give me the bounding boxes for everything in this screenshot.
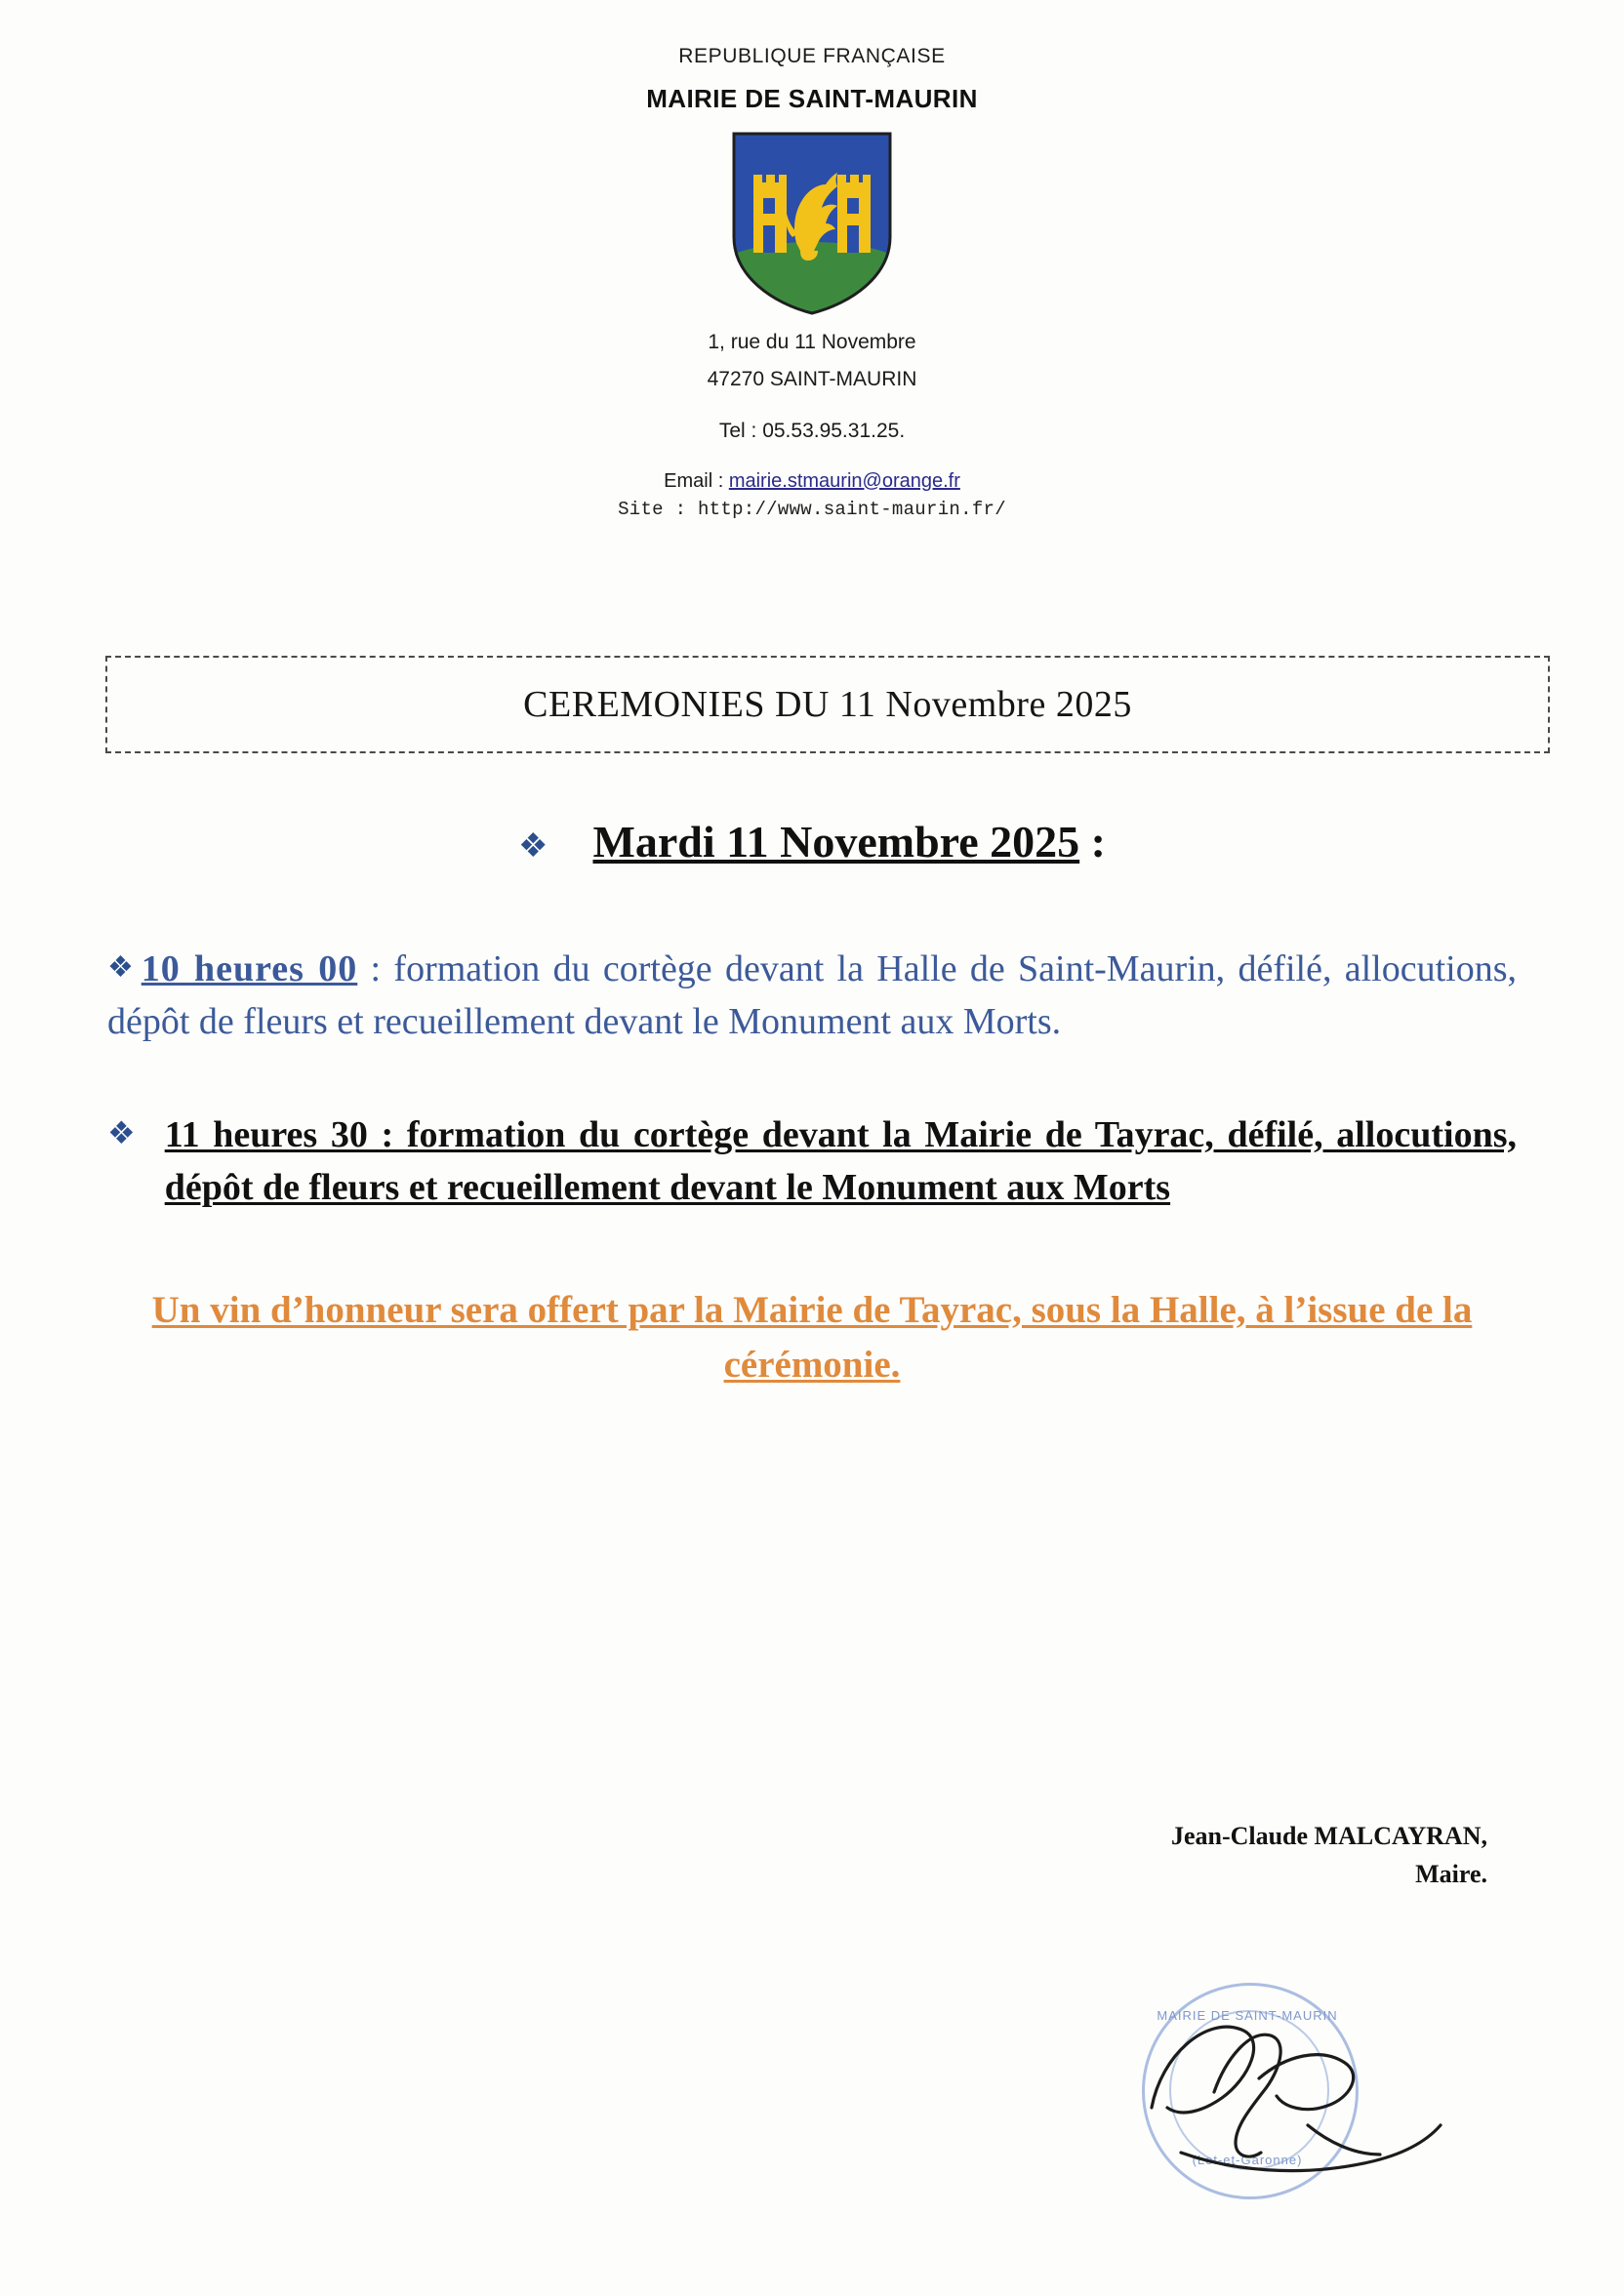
document-body bbox=[0, 781, 1624, 1393]
schedule-item-2 bbox=[107, 1109, 1517, 1215]
address-line-1: 1, rue du 11 Novembre bbox=[708, 331, 916, 353]
coat-of-arms-icon bbox=[728, 128, 896, 319]
day-heading bbox=[0, 816, 1624, 867]
telephone-line: Tel : 05.53.95.31.25. bbox=[718, 419, 906, 442]
title-box bbox=[105, 656, 1550, 753]
reception-note: Un vin d’honneur sera offert par la Mairie de Tayrac, sous la Halle, à l’issue de la cérémonie. bbox=[151, 1288, 1473, 1387]
document-title: CEREMONIES DU 11 Novembre 2025 bbox=[523, 684, 1132, 725]
stamp-bottom-text: (Lot-et-Garonne) bbox=[1192, 2153, 1303, 2167]
day-heading-date: Mardi 11 Novembre 2025 bbox=[592, 817, 1080, 866]
republic-label: REPUBLIQUE FRANÇAISE bbox=[678, 45, 946, 67]
handwritten-signature-icon bbox=[1113, 1961, 1483, 2254]
letterhead bbox=[0, 0, 1624, 520]
schedule-item-1-time: 10 heures 00 bbox=[141, 948, 358, 989]
coat-of-arms-wrap bbox=[0, 128, 1624, 319]
signatory-role: Maire. bbox=[1415, 1860, 1487, 1888]
mairie-name: MAIRIE DE SAINT-MAURIN bbox=[646, 84, 978, 113]
website-line[interactable]: Site : http://www.saint-maurin.fr/ bbox=[618, 498, 1006, 520]
signature-block bbox=[1171, 1817, 1487, 1893]
email-address-link[interactable]: mairie.stmaurin@orange.fr bbox=[728, 469, 960, 492]
address-line-2: 47270 SAINT-MAURIN bbox=[707, 368, 917, 391]
stamp-and-signature bbox=[1113, 1961, 1483, 2254]
schedule-item-2-text: 11 heures 30 : formation du cortège devant la Mairie de Tayrac, défilé, allocutions, dépôt de fleurs et recueillement devant le Monument aux Morts bbox=[164, 1113, 1517, 1208]
day-heading-text bbox=[592, 816, 1106, 867]
diamond-bullet-icon: ❖ bbox=[107, 951, 138, 984]
stamp-top-text: MAIRIE DE SAINT-MAURIN bbox=[1157, 2008, 1338, 2023]
email-line bbox=[0, 470, 1624, 493]
diamond-bullet-icon: ❖ bbox=[107, 1114, 136, 1150]
day-heading-colon: : bbox=[1079, 817, 1106, 866]
diamond-bullet-icon: ❖ bbox=[517, 828, 548, 865]
email-label: Email : bbox=[664, 469, 724, 492]
schedule-item-1-separator: : bbox=[357, 948, 394, 989]
signatory-name: Jean-Claude MALCAYRAN, bbox=[1170, 1822, 1487, 1850]
schedule-item-1 bbox=[107, 944, 1517, 1049]
schedule-item-1-text: formation du cortège devant la Halle de Saint-Maurin, défilé, allocutions, dépôt de fleurs et recueillement devant le Monument aux Morts. bbox=[107, 948, 1518, 1042]
